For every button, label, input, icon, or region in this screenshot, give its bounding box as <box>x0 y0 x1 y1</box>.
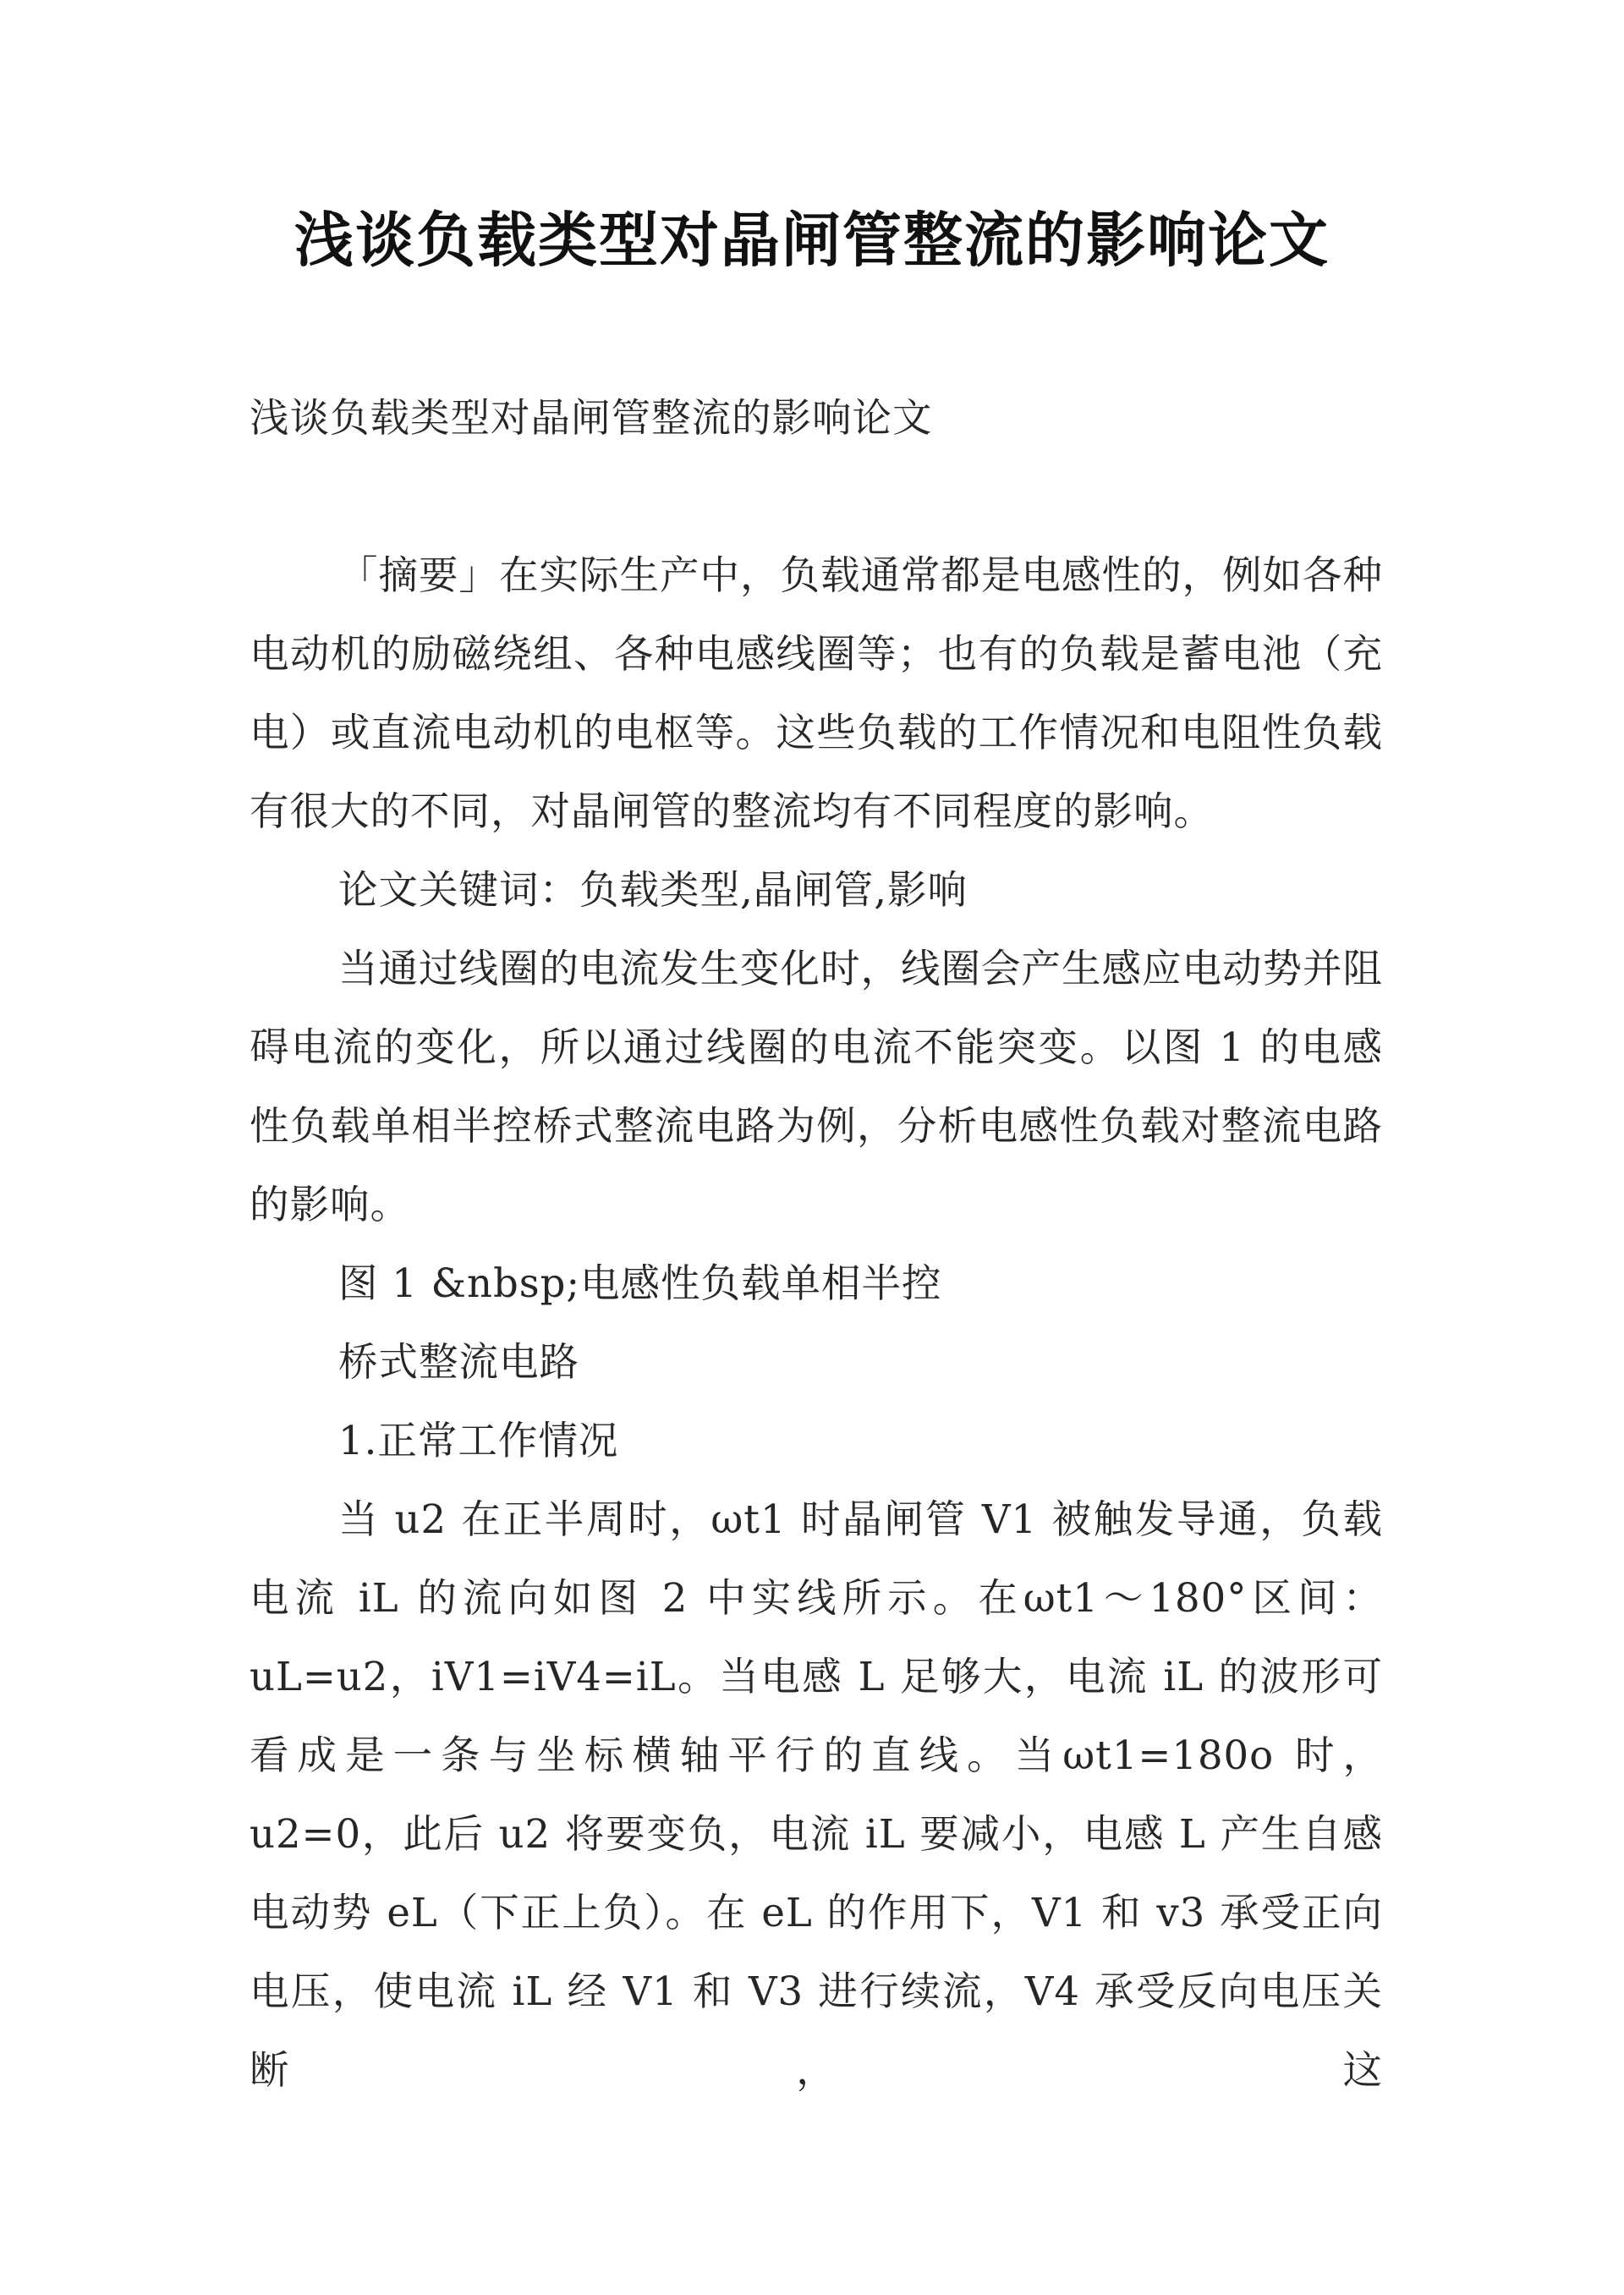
blank-line <box>250 458 1383 536</box>
keywords-paragraph: 论文关键词：负载类型,晶闸管,影响 <box>338 867 968 913</box>
abstract-paragraph: 「摘要」在实际生产中，负载通常都是电感性的，例如各种电动机的励磁绕组、各种电感线圈等；也有的负载是蓄电池（充电）或直流电动机的电枢等。这些负载的工作情况和电阻性负载有很大的不同，对晶闸管的整流均有不同程度的影响。 <box>250 552 1383 834</box>
document-body <box>250 379 1383 2110</box>
section-heading: 1.正常工作情况 <box>338 1418 619 1463</box>
document-title: 浅谈负载类型对晶闸管整流的影响论文 <box>294 205 1330 275</box>
figure-caption-line-1: 图 1 &nbsp;电感性负载单相半控 <box>338 1260 942 1306</box>
document-subtitle: 浅谈负载类型对晶闸管整流的影响论文 <box>250 395 933 441</box>
intro-paragraph: 当通过线圈的电流发生变化时，线圈会产生感应电动势并阻碍电流的变化，所以通过线圈的电流不能突变。以图 1 的电感性负载单相半控桥式整流电路为例，分析电感性负载对整流电路的影响。 <box>250 946 1383 1227</box>
normal-operation-paragraph: 当 u2 在正半周时，ωt1 时晶闸管 V1 被触发导通，负载电流 iL 的流向如图 2 中实线所示。在ωt1～180°区间：uL=u2，iV1=iV4=iL。当电感 L 足够大，电流 iL 的波形可看成是一条与坐标横轴平行的直线。当ωt1=180o 时，u2=0，此后 u2 将要变负，电流 iL 要减小，电感 L 产生自感电动势 eL（下正上负）。在 eL 的作用下，V1 和 v3 承受正向电压，使电流 iL 经 V1 和 V3 进行续流，V4 承受反向电压关断，这 <box>250 1496 1383 2093</box>
figure-caption-line-2: 桥式整流电路 <box>338 1339 579 1385</box>
